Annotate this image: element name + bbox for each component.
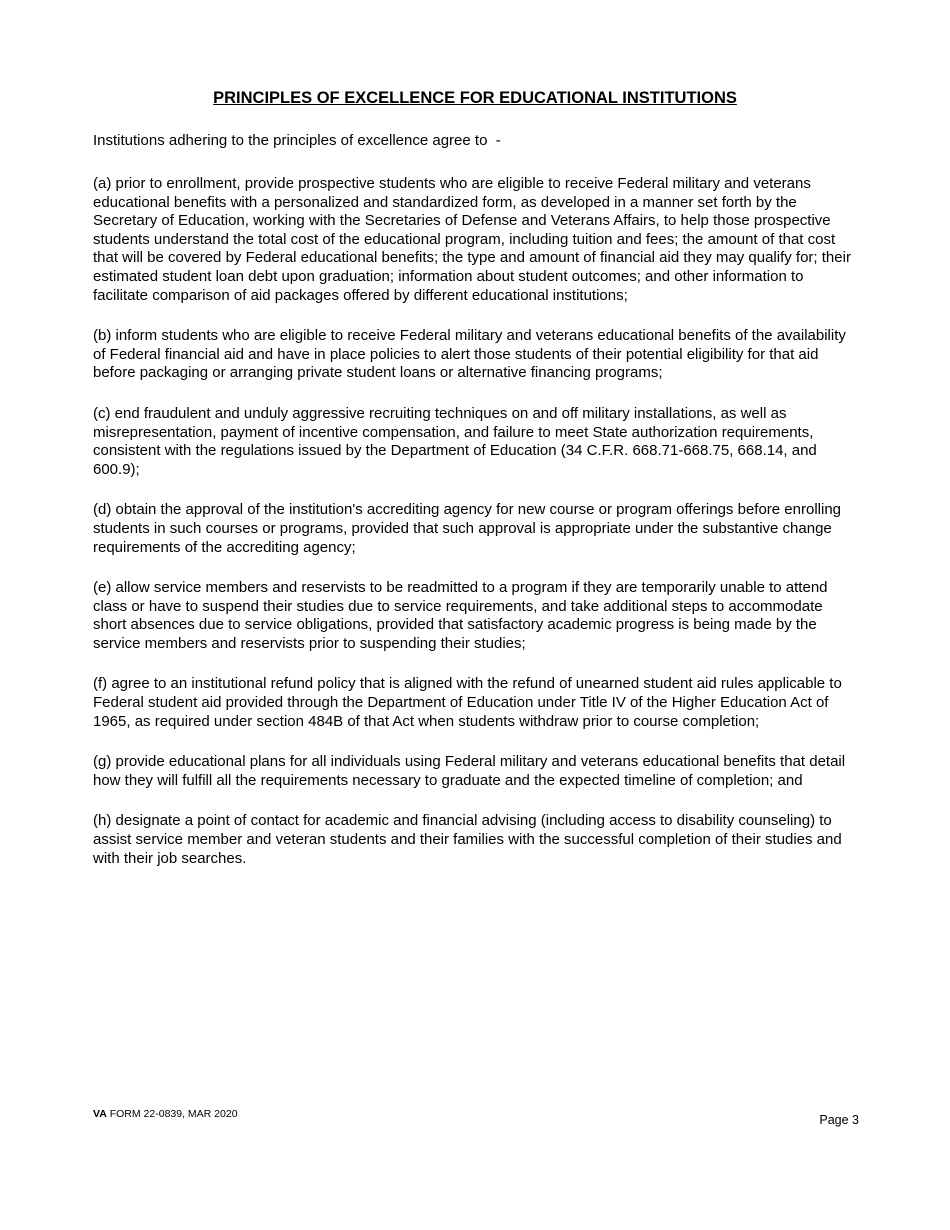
clause-b: (b) inform students who are eligible to receive Federal military and veterans educational benefits of the availability of Federal financial aid and have in place policies to alert those students of their potential eligibility for that aid before packaging or arranging private student loans or alternative financing programs; (93, 327, 846, 382)
clause-d: (d) obtain the approval of the institution's accrediting agency for new course or program offerings before enrolling students in such courses or programs, provided that such approval is appropriate under the substantive change requirements of the accrediting agency; (93, 501, 842, 556)
clause-c: (c) end fraudulent and unduly aggressive recruiting techniques on and off military installations, as well as misrepresentation, payment of incentive compensation, and failure to meet State authorization requirements, consistent with the regulations issued by the Department of Education (34 C.F.R. 668.71-668.75, 668.14, and 600.9); (93, 404, 817, 478)
intro-text: Institutions adhering to the principles of excellence agree to - (93, 132, 501, 149)
agency-abbreviation: VA (93, 1108, 107, 1120)
page-number: Page 3 (819, 1113, 859, 1127)
clause-a: (a) prior to enrollment, provide prospective students who are eligible to receive Federal military and veterans educational benefits with a personalized and standardized form, as developed in a manner set forth by the Secretary of Education, working with the Secretaries of Defense and Veterans Affairs, to help those prospective students understand the total cost of the educational program, including tuition and fees; the amount of that cost that will be covered by Federal educational benefits; the type and amount of financial aid they may qualify for; their estimated student loan debt upon graduation; information about student outcomes; and other information to facilitate comparison of aid packages offered by different educational institutions; (93, 175, 851, 304)
clause-g: (g) provide educational plans for all individuals using Federal military and veterans educational benefits that detail how they will fulfill all the requirements necessary to graduate and the expected timeline of completion; and (93, 753, 846, 789)
form-number: FORM 22-0839, MAR 2020 (106, 1108, 238, 1120)
page-title: PRINCIPLES OF EXCELLENCE FOR EDUCATIONAL INSTITUTIONS (213, 89, 737, 107)
form-identifier (93, 1107, 238, 1121)
clause-h: (h) designate a point of contact for academic and financial advising (including access to disability counseling) to assist service member and veteran students and their families with the successful completion of their studies and with their job searches. (93, 812, 842, 867)
clause-e: (e) allow service members and reservists to be readmitted to a program if they are temporarily unable to attend class or have to suspend their studies due to service requirements, and take additional steps to accommodate short absences due to service obligations, provided that satisfactory academic progress is being made by the service members and reservists prior to suspending their studies; (93, 579, 828, 652)
clause-list (93, 175, 858, 890)
clause-f: (f) agree to an institutional refund policy that is aligned with the refund of unearned student aid rules applicable to Federal student aid provided through the Department of Education under Title IV of the Higher Education Act of 1965, as required under section 484B of that Act when students withdraw prior to course completion; (93, 675, 842, 730)
